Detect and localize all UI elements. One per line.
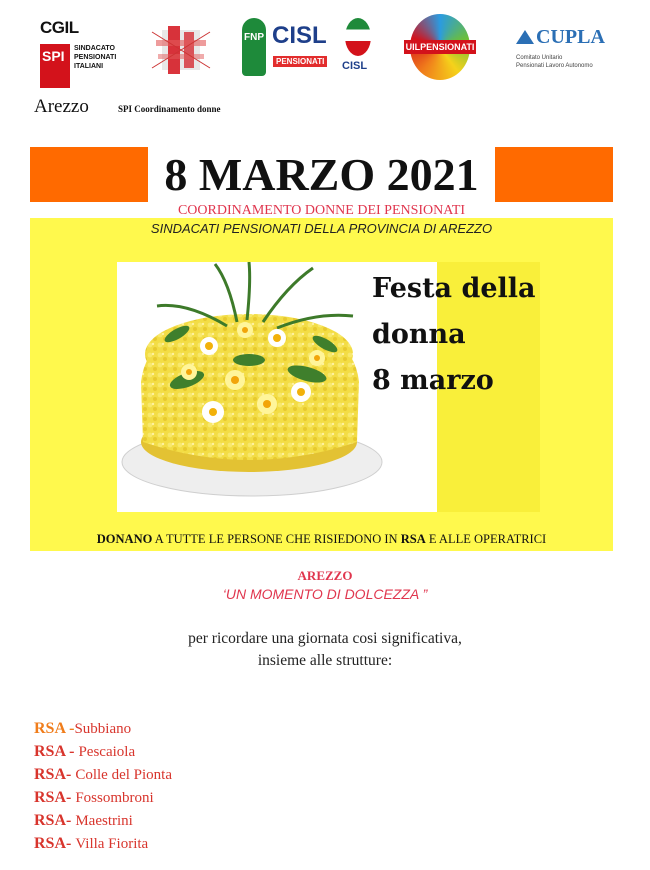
cupla-logo (512, 26, 622, 76)
title-band-right (495, 147, 613, 202)
donano-text-1: A TUTTE LE PERSONE CHE RISIEDONO IN (152, 532, 401, 546)
cupla-wordmark: CUPLA (536, 26, 605, 48)
donano-line (30, 532, 613, 547)
coordinamento-label: SPI Coordinamento donne (118, 104, 221, 114)
momento-tagline: ‘UN MOMENTO DI DOLCEZZA ” (222, 586, 428, 602)
cupla-subtitle-line: Pensionati Lavoro Autonomo (516, 63, 593, 69)
rsa-tag: RSA- (34, 835, 76, 852)
cisl-logo (338, 18, 378, 78)
title-band-left (30, 147, 148, 202)
spi-wordmark: SPI (42, 48, 65, 64)
spi-subtitle-line: ITALIANI (74, 63, 104, 70)
list-item (34, 717, 172, 740)
ricordare-line: insieme alle strutture: (257, 652, 393, 669)
cgil-spi-logo (40, 18, 117, 88)
list-item (34, 763, 172, 786)
festa-heading (372, 266, 552, 404)
arezzo-heading: AREZZO (297, 568, 353, 583)
fnp-wordmark: FNP (244, 32, 264, 43)
list-item (34, 786, 172, 809)
spi-subtitle (74, 44, 116, 71)
rsa-name: Villa Fiorita (75, 836, 149, 852)
ricordare-line: per ricordare una giornata cosi significativa, (188, 630, 462, 647)
fnp-cisl-logo (242, 18, 327, 80)
donano-text-2: E ALLE OPERATRICI (425, 532, 547, 546)
cupla-subtitle (516, 54, 593, 70)
rsa-name: Maestrini (75, 813, 133, 829)
spi-subtitle-line: SINDACATO (74, 45, 115, 52)
fnp-green-shape (242, 18, 266, 76)
rsa-tag: RSA- (34, 789, 76, 806)
fnp-cisl-wordmark: CISL (272, 22, 327, 49)
uil-wordmark: UILPENSIONATI (405, 42, 475, 52)
donano-rsa: RSA (400, 532, 426, 546)
festa-line: donna (372, 319, 466, 350)
cupla-triangle-icon (516, 30, 534, 44)
page-title: 8 MARZO 2021 (164, 149, 479, 200)
subtitle: COORDINAMENTO DONNE DEI PENSIONATI (177, 203, 466, 218)
cisl-wordmark: CISL (342, 60, 368, 72)
fnp-pensionati-label: PENSIONATI (273, 56, 327, 67)
donano-lead: DONANO (96, 532, 153, 546)
list-item (34, 740, 172, 763)
cupla-subtitle-line: Comitato Unitario (516, 55, 563, 61)
rsa-tag: RSA- (34, 766, 76, 783)
cgil-wordmark: CGIL (40, 18, 79, 37)
rsa-tag: RSA - (34, 720, 75, 737)
list-item (34, 832, 172, 855)
ricordare-paragraph (0, 628, 650, 672)
rsa-name: Colle del Pionta (75, 767, 173, 783)
rsa-tag: RSA- (34, 812, 76, 829)
rsa-name: Pescaiola (78, 744, 136, 760)
spi-subtitle-line: PENSIONATI (74, 54, 117, 61)
rsa-name: Subbiano (74, 721, 132, 737)
festa-line: Festa della (372, 273, 536, 304)
rsa-name: Fossombroni (75, 790, 154, 806)
rsa-tag: RSA - (34, 743, 79, 760)
cisl-flag-emblem (345, 18, 371, 56)
city-label: Arezzo (34, 96, 89, 117)
sindacati-line: SINDACATI PENSIONATI DELLA PROVINCIA DI AREZZO (150, 221, 493, 236)
abstract-red-logo (148, 22, 214, 78)
uil-pensionati-logo (404, 14, 476, 80)
list-item (34, 809, 172, 832)
festa-line: 8 marzo (372, 365, 494, 396)
rsa-list (34, 717, 172, 855)
